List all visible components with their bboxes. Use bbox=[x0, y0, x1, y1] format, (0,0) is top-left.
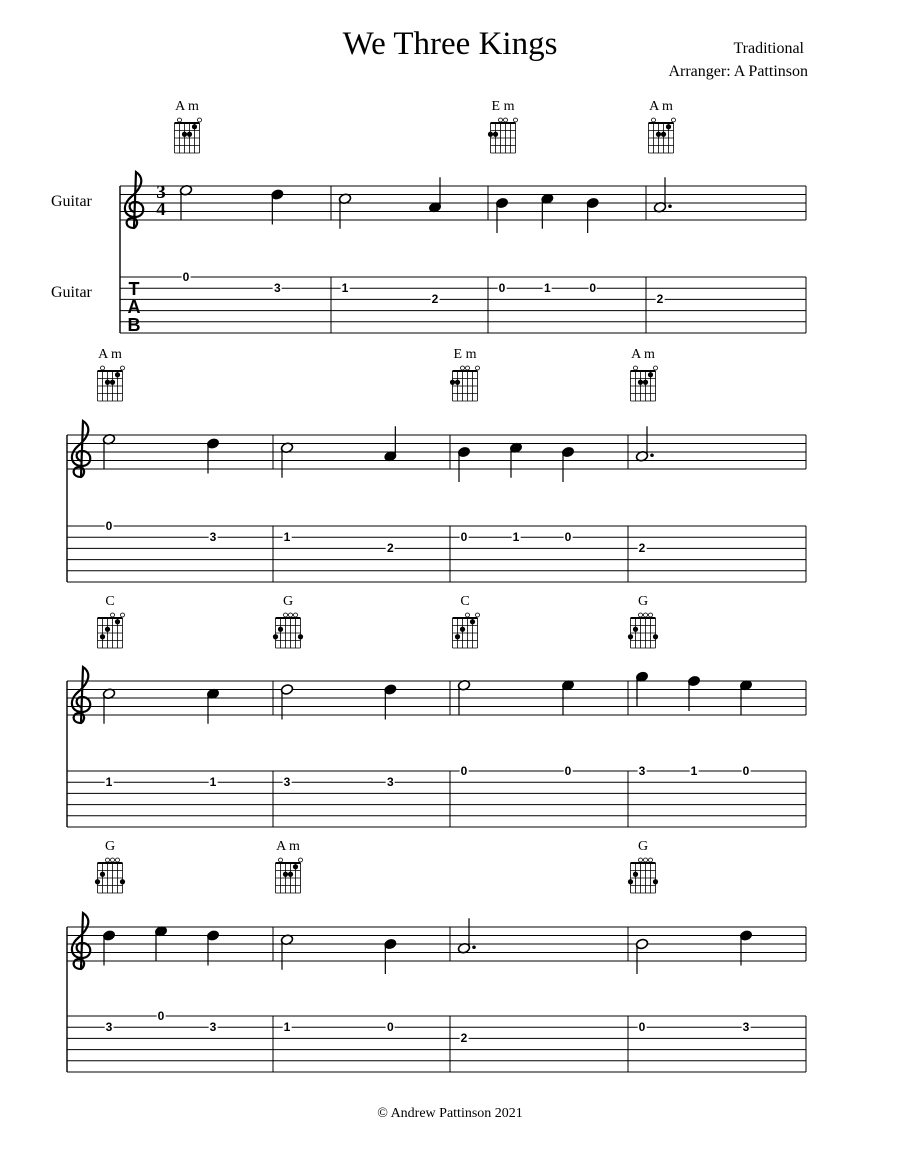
chord-finger-dot bbox=[100, 634, 105, 639]
arranger-credit: Arranger: A Pattinson bbox=[668, 63, 808, 80]
tab-fret-number: 2 bbox=[656, 292, 664, 307]
chord-finger-dot bbox=[656, 132, 661, 137]
chord-open-string-marker bbox=[649, 858, 653, 862]
tab-fret-number: 0 bbox=[105, 519, 113, 533]
time-signature-top: 3 bbox=[156, 182, 166, 203]
chord-finger-dot bbox=[648, 372, 653, 377]
tab-clef-t: T bbox=[128, 279, 140, 299]
chord-open-string-marker bbox=[499, 118, 503, 122]
chord-open-string-marker bbox=[504, 118, 508, 122]
tab-fret-number: 3 bbox=[105, 1020, 113, 1035]
chord-open-string-marker bbox=[649, 613, 653, 617]
tab-fret-number: 0 bbox=[589, 281, 596, 296]
tab-fret-number: 1 bbox=[283, 1020, 291, 1035]
chord-finger-dot bbox=[661, 132, 666, 137]
tab-fret-number: 0 bbox=[742, 764, 750, 778]
tab-fret-number: 3 bbox=[273, 281, 281, 296]
chord-name: G bbox=[637, 839, 649, 854]
tab-fret-number: 3 bbox=[386, 775, 394, 790]
chord-open-string-marker bbox=[121, 366, 125, 370]
chord-finger-dot bbox=[288, 872, 293, 877]
tab-fret-number: 3 bbox=[283, 775, 291, 790]
chord-open-string-marker bbox=[116, 858, 120, 862]
chord-name: G bbox=[282, 594, 294, 609]
chord-finger-dot bbox=[283, 872, 288, 877]
chord-finger-dot bbox=[115, 372, 120, 377]
tab-fret-number: 1 bbox=[283, 530, 291, 545]
tab-clef-a: A bbox=[127, 297, 141, 317]
time-signature-bottom: 4 bbox=[156, 199, 166, 220]
chord-finger-dot bbox=[192, 124, 197, 129]
chord-finger-dot bbox=[460, 627, 465, 632]
chord-finger-dot bbox=[278, 627, 283, 632]
tab-fret-number: 1 bbox=[690, 764, 698, 778]
chord-finger-dot bbox=[638, 380, 643, 385]
tab-fret-number: 1 bbox=[543, 281, 551, 296]
chord-finger-dot bbox=[653, 634, 658, 639]
chord-open-string-marker bbox=[476, 366, 480, 370]
chord-open-string-marker bbox=[111, 613, 115, 617]
chord-finger-dot bbox=[628, 879, 633, 884]
chord-finger-dot bbox=[293, 864, 298, 869]
chord-finger-dot bbox=[488, 132, 493, 137]
tab-fret-number: 0 bbox=[182, 270, 190, 284]
instrument-label-standard: Guitar bbox=[51, 193, 92, 210]
chord-open-string-marker bbox=[476, 613, 480, 617]
chord-name: E m bbox=[453, 347, 477, 362]
chord-open-string-marker bbox=[289, 613, 293, 617]
chord-open-string-marker bbox=[198, 118, 202, 122]
tab-fret-number: 1 bbox=[512, 530, 520, 545]
chord-finger-dot bbox=[298, 634, 303, 639]
chord-open-string-marker bbox=[672, 118, 676, 122]
chord-finger-dot bbox=[493, 132, 498, 137]
chord-open-string-marker bbox=[639, 613, 643, 617]
tab-fret-number: 0 bbox=[564, 764, 572, 778]
tab-fret-number: 0 bbox=[564, 530, 572, 545]
tab-fret-number: 0 bbox=[460, 530, 468, 545]
tab-fret-number: 3 bbox=[209, 1020, 217, 1035]
chord-name: A m bbox=[98, 347, 122, 362]
tab-fret-number: 1 bbox=[209, 775, 217, 790]
chord-finger-dot bbox=[115, 619, 120, 624]
augmentation-dot bbox=[668, 204, 672, 208]
chord-finger-dot bbox=[633, 627, 638, 632]
chord-open-string-marker bbox=[294, 613, 298, 617]
chord-finger-dot bbox=[110, 380, 115, 385]
chord-finger-dot bbox=[643, 380, 648, 385]
tab-fret-number: 3 bbox=[742, 1020, 750, 1035]
chord-finger-dot bbox=[105, 627, 110, 632]
chord-open-string-marker bbox=[652, 118, 656, 122]
chord-finger-dot bbox=[273, 634, 278, 639]
chord-open-string-marker bbox=[106, 858, 110, 862]
page-title: We Three Kings bbox=[342, 26, 558, 62]
chord-name: C bbox=[105, 594, 115, 609]
chord-name: A m bbox=[649, 99, 673, 114]
chord-finger-dot bbox=[450, 380, 455, 385]
chord-open-string-marker bbox=[101, 366, 105, 370]
chord-open-string-marker bbox=[639, 858, 643, 862]
augmentation-dot bbox=[472, 945, 476, 949]
tab-fret-number: 0 bbox=[157, 1009, 165, 1023]
chord-finger-dot bbox=[120, 879, 125, 884]
tab-fret-number: 0 bbox=[386, 1020, 394, 1035]
tab-fret-number: 0 bbox=[498, 281, 506, 296]
chord-open-string-marker bbox=[299, 858, 303, 862]
chord-open-string-marker bbox=[634, 366, 638, 370]
chord-name: E m bbox=[491, 99, 515, 114]
chord-name: G bbox=[104, 839, 116, 854]
chord-finger-dot bbox=[455, 634, 460, 639]
tab-fret-number: 2 bbox=[431, 292, 439, 307]
chord-name: A m bbox=[631, 347, 655, 362]
tab-fret-number: 0 bbox=[638, 1020, 646, 1035]
instrument-label-tab: Guitar bbox=[51, 284, 92, 301]
chord-finger-dot bbox=[182, 132, 187, 137]
tab-fret-number: 1 bbox=[341, 281, 349, 296]
chord-name: A m bbox=[276, 839, 300, 854]
composer-credit: Traditional bbox=[733, 40, 804, 57]
chord-open-string-marker bbox=[466, 613, 470, 617]
tab-fret-number: 2 bbox=[386, 541, 394, 556]
chord-name: C bbox=[460, 594, 470, 609]
chord-finger-dot bbox=[653, 879, 658, 884]
chord-name: A m bbox=[175, 99, 199, 114]
chord-finger-dot bbox=[633, 872, 638, 877]
augmentation-dot bbox=[650, 453, 654, 457]
tab-clef-b: B bbox=[127, 315, 141, 335]
tab-fret-number: 2 bbox=[638, 541, 646, 556]
tab-fret-number: 1 bbox=[105, 775, 113, 790]
chord-finger-dot bbox=[105, 380, 110, 385]
chord-finger-dot bbox=[628, 634, 633, 639]
chord-finger-dot bbox=[100, 872, 105, 877]
chord-open-string-marker bbox=[111, 858, 115, 862]
chord-open-string-marker bbox=[644, 858, 648, 862]
chord-finger-dot bbox=[95, 879, 100, 884]
chord-finger-dot bbox=[187, 132, 192, 137]
tab-fret-number: 0 bbox=[460, 764, 468, 778]
chord-open-string-marker bbox=[461, 366, 465, 370]
copyright-notice: © Andrew Pattinson 2021 bbox=[377, 1106, 523, 1121]
chord-open-string-marker bbox=[654, 366, 658, 370]
chord-open-string-marker bbox=[178, 118, 182, 122]
chord-open-string-marker bbox=[284, 613, 288, 617]
tab-fret-number: 3 bbox=[638, 764, 646, 778]
tab-fret-number: 3 bbox=[209, 530, 217, 545]
chord-open-string-marker bbox=[644, 613, 648, 617]
chord-name: G bbox=[637, 594, 649, 609]
chord-open-string-marker bbox=[466, 366, 470, 370]
chord-finger-dot bbox=[666, 124, 671, 129]
tab-fret-number: 2 bbox=[460, 1031, 468, 1046]
chord-finger-dot bbox=[470, 619, 475, 624]
chord-open-string-marker bbox=[514, 118, 518, 122]
chord-open-string-marker bbox=[279, 858, 283, 862]
chord-open-string-marker bbox=[121, 613, 125, 617]
chord-finger-dot bbox=[455, 380, 460, 385]
